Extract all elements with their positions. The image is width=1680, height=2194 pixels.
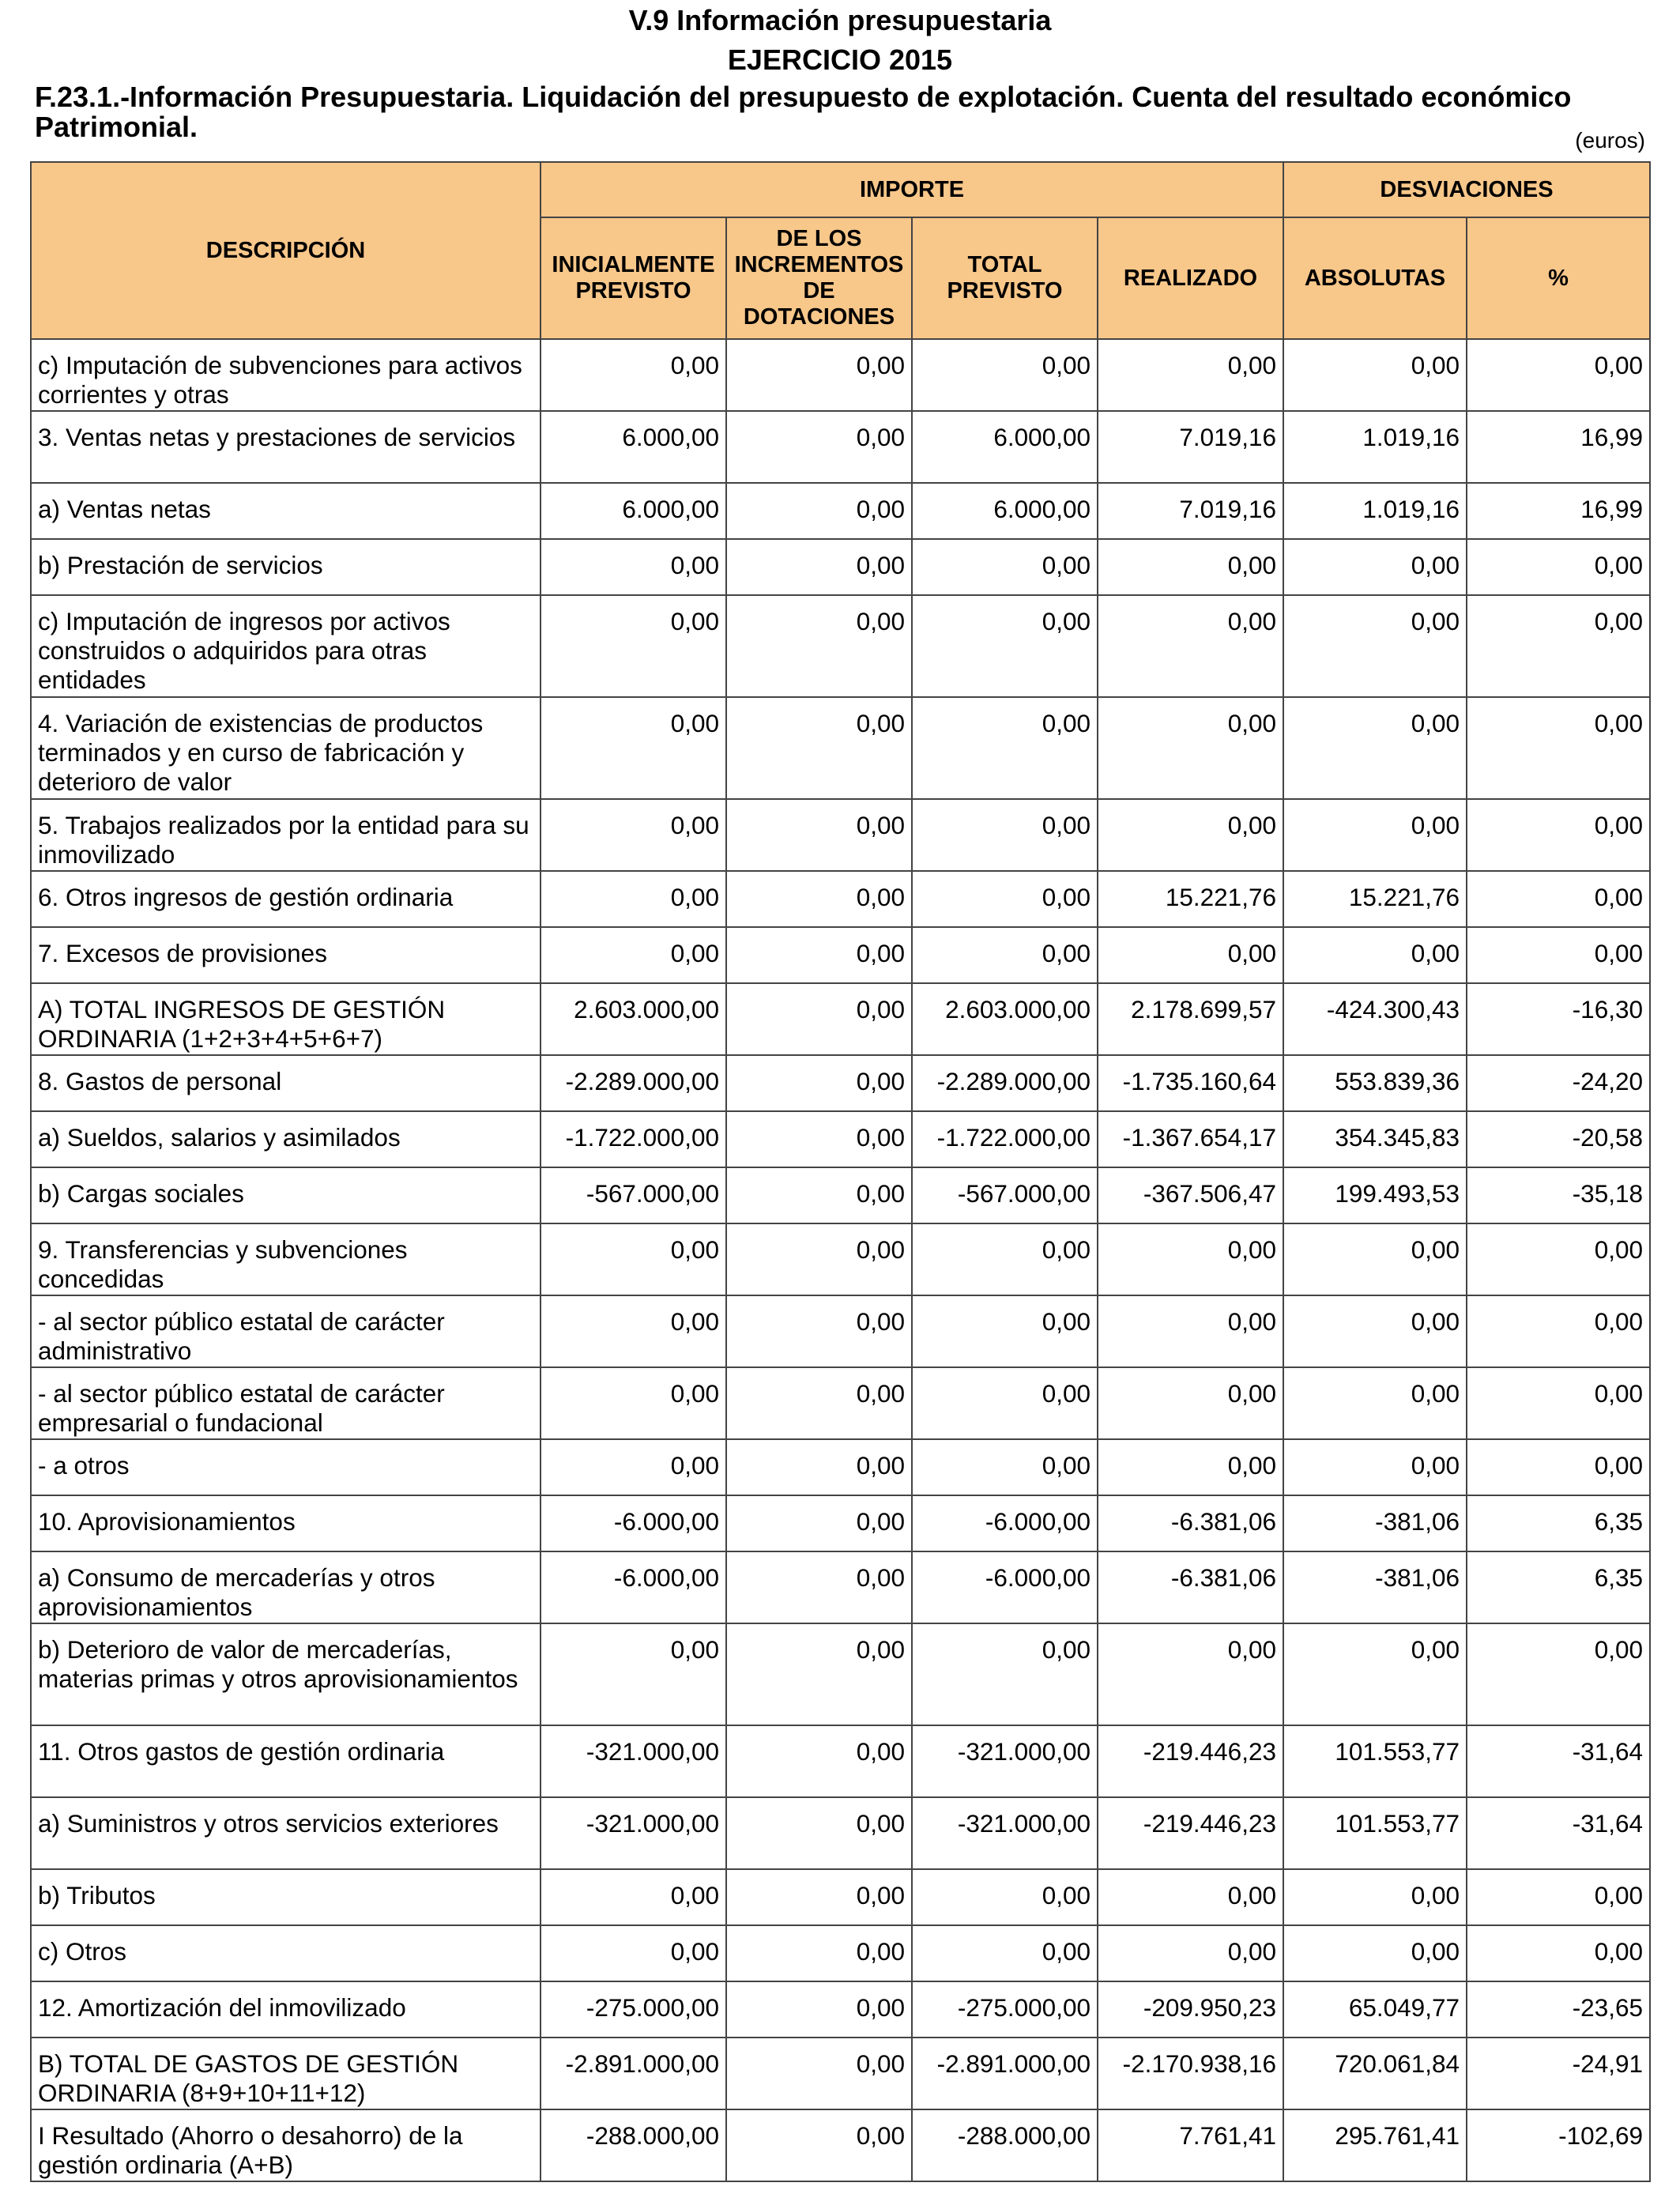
row-realizado: 7.019,16 xyxy=(1098,411,1283,483)
table-row xyxy=(31,1925,1650,1981)
col-header-total-previsto: TOTAL PREVISTO xyxy=(912,217,1098,339)
row-incrementos: 0,00 xyxy=(726,1111,912,1167)
row-description: a) Consumo de mercaderías y otros aprovisionamientos xyxy=(31,1551,541,1623)
row-porcentaje: -24,91 xyxy=(1467,2038,1650,2109)
row-inicialmente-previsto: 0,00 xyxy=(541,799,726,871)
row-inicialmente-previsto: 6.000,00 xyxy=(541,483,726,539)
row-incrementos: 0,00 xyxy=(726,1223,912,1295)
row-total-previsto: 2.603.000,00 xyxy=(912,983,1098,1055)
table-row xyxy=(31,1725,1650,1797)
row-description: a) Suministros y otros servicios exteriores xyxy=(31,1797,541,1869)
row-incrementos: 0,00 xyxy=(726,1725,912,1797)
col-header-absolutas: ABSOLUTAS xyxy=(1283,217,1467,339)
row-incrementos: 0,00 xyxy=(726,1495,912,1551)
row-total-previsto: -2.289.000,00 xyxy=(912,1055,1098,1111)
row-porcentaje: -24,20 xyxy=(1467,1055,1650,1111)
table-row xyxy=(31,697,1650,799)
row-realizado: 0,00 xyxy=(1098,799,1283,871)
table-row xyxy=(31,595,1650,697)
row-realizado: 0,00 xyxy=(1098,339,1283,411)
row-realizado: 0,00 xyxy=(1098,595,1283,697)
row-description: - al sector público estatal de carácter empresarial o fundacional xyxy=(31,1367,541,1439)
row-inicialmente-previsto: -2.289.000,00 xyxy=(541,1055,726,1111)
row-total-previsto: 0,00 xyxy=(912,1623,1098,1725)
table-row xyxy=(31,1167,1650,1223)
row-porcentaje: -16,30 xyxy=(1467,983,1650,1055)
row-porcentaje: 0,00 xyxy=(1467,697,1650,799)
table-row xyxy=(31,539,1650,595)
units-label: (euros) xyxy=(1575,128,1645,153)
row-absolutas: 0,00 xyxy=(1283,595,1467,697)
row-absolutas: 0,00 xyxy=(1283,799,1467,871)
row-total-previsto: -1.722.000,00 xyxy=(912,1111,1098,1167)
row-total-previsto: 6.000,00 xyxy=(912,411,1098,483)
table-row xyxy=(31,411,1650,483)
table-row xyxy=(31,1295,1650,1367)
row-absolutas: 0,00 xyxy=(1283,1623,1467,1725)
row-inicialmente-previsto: -288.000,00 xyxy=(541,2109,726,2181)
row-realizado: 0,00 xyxy=(1098,1623,1283,1725)
row-realizado: 2.178.699,57 xyxy=(1098,983,1283,1055)
row-inicialmente-previsto: -1.722.000,00 xyxy=(541,1111,726,1167)
row-inicialmente-previsto: 0,00 xyxy=(541,1869,726,1925)
row-incrementos: 0,00 xyxy=(726,339,912,411)
col-header-descripcion: DESCRIPCIÓN xyxy=(31,162,541,339)
row-description: b) Cargas sociales xyxy=(31,1167,541,1223)
budget-table xyxy=(30,161,1651,2182)
row-porcentaje: 0,00 xyxy=(1467,1223,1650,1295)
row-description: B) TOTAL DE GASTOS DE GESTIÓN ORDINARIA (8+9+10+11+12) xyxy=(31,2038,541,2109)
row-realizado: -1.367.654,17 xyxy=(1098,1111,1283,1167)
row-total-previsto: 0,00 xyxy=(912,927,1098,983)
row-inicialmente-previsto: -275.000,00 xyxy=(541,1981,726,2038)
row-realizado: 0,00 xyxy=(1098,1439,1283,1495)
row-incrementos: 0,00 xyxy=(726,1551,912,1623)
row-total-previsto: -6.000,00 xyxy=(912,1495,1098,1551)
row-total-previsto: 0,00 xyxy=(912,339,1098,411)
row-incrementos: 0,00 xyxy=(726,539,912,595)
row-total-previsto: 0,00 xyxy=(912,1925,1098,1981)
row-total-previsto: -6.000,00 xyxy=(912,1551,1098,1623)
row-porcentaje: 6,35 xyxy=(1467,1495,1650,1551)
row-description: 5. Trabajos realizados por la entidad para su inmovilizado xyxy=(31,799,541,871)
col-group-desviaciones: DESVIACIONES xyxy=(1283,162,1650,217)
table-row xyxy=(31,983,1650,1055)
table-row xyxy=(31,1111,1650,1167)
row-total-previsto: 0,00 xyxy=(912,799,1098,871)
row-description: b) Tributos xyxy=(31,1869,541,1925)
fiscal-year-heading: EJERCICIO 2015 xyxy=(727,43,953,76)
row-absolutas: 0,00 xyxy=(1283,1925,1467,1981)
row-realizado: 0,00 xyxy=(1098,1367,1283,1439)
row-inicialmente-previsto: 0,00 xyxy=(541,927,726,983)
row-total-previsto: 0,00 xyxy=(912,871,1098,927)
row-total-previsto: -321.000,00 xyxy=(912,1725,1098,1797)
row-realizado: -219.446,23 xyxy=(1098,1725,1283,1797)
row-realizado: 0,00 xyxy=(1098,927,1283,983)
row-realizado: -6.381,06 xyxy=(1098,1495,1283,1551)
table-row xyxy=(31,1055,1650,1111)
row-inicialmente-previsto: -321.000,00 xyxy=(541,1725,726,1797)
row-total-previsto: 0,00 xyxy=(912,595,1098,697)
row-absolutas: 15.221,76 xyxy=(1283,871,1467,927)
row-absolutas: 199.493,53 xyxy=(1283,1167,1467,1223)
row-description: b) Prestación de servicios xyxy=(31,539,541,595)
row-porcentaje: 0,00 xyxy=(1467,595,1650,697)
row-porcentaje: 16,99 xyxy=(1467,411,1650,483)
table-row xyxy=(31,483,1650,539)
row-total-previsto: 0,00 xyxy=(912,1367,1098,1439)
row-inicialmente-previsto: 0,00 xyxy=(541,871,726,927)
row-description: - al sector público estatal de carácter administrativo xyxy=(31,1295,541,1367)
table-row xyxy=(31,2038,1650,2109)
row-inicialmente-previsto: 6.000,00 xyxy=(541,411,726,483)
row-incrementos: 0,00 xyxy=(726,697,912,799)
row-description: 11. Otros gastos de gestión ordinaria xyxy=(31,1725,541,1797)
row-porcentaje: -31,64 xyxy=(1467,1797,1650,1869)
row-inicialmente-previsto: 0,00 xyxy=(541,339,726,411)
row-porcentaje: -35,18 xyxy=(1467,1167,1650,1223)
row-realizado: 0,00 xyxy=(1098,697,1283,799)
row-total-previsto: 0,00 xyxy=(912,539,1098,595)
row-absolutas: 553.839,36 xyxy=(1283,1055,1467,1111)
row-inicialmente-previsto: 0,00 xyxy=(541,1223,726,1295)
row-absolutas: 0,00 xyxy=(1283,539,1467,595)
row-incrementos: 0,00 xyxy=(726,1055,912,1111)
row-absolutas: 0,00 xyxy=(1283,339,1467,411)
row-absolutas: 0,00 xyxy=(1283,1367,1467,1439)
row-inicialmente-previsto: -6.000,00 xyxy=(541,1495,726,1551)
row-incrementos: 0,00 xyxy=(726,1167,912,1223)
row-description: a) Sueldos, salarios y asimilados xyxy=(31,1111,541,1167)
row-total-previsto: -2.891.000,00 xyxy=(912,2038,1098,2109)
row-realizado: -2.170.938,16 xyxy=(1098,2038,1283,2109)
row-inicialmente-previsto: -567.000,00 xyxy=(541,1167,726,1223)
row-realizado: 0,00 xyxy=(1098,1925,1283,1981)
row-inicialmente-previsto: 0,00 xyxy=(541,539,726,595)
row-porcentaje: 0,00 xyxy=(1467,1439,1650,1495)
row-description: c) Imputación de subvenciones para activos corrientes y otras xyxy=(31,339,541,411)
row-incrementos: 0,00 xyxy=(726,983,912,1055)
row-inicialmente-previsto: 0,00 xyxy=(541,1295,726,1367)
row-realizado: 15.221,76 xyxy=(1098,871,1283,927)
row-inicialmente-previsto: -2.891.000,00 xyxy=(541,2038,726,2109)
row-description: 12. Amortización del inmovilizado xyxy=(31,1981,541,2038)
row-description: 3. Ventas netas y prestaciones de servicios xyxy=(31,411,541,483)
row-inicialmente-previsto: 0,00 xyxy=(541,1439,726,1495)
table-row xyxy=(31,1495,1650,1551)
row-realizado: 0,00 xyxy=(1098,1295,1283,1367)
row-porcentaje: 0,00 xyxy=(1467,339,1650,411)
row-porcentaje: 0,00 xyxy=(1467,927,1650,983)
row-description: c) Imputación de ingresos por activos construidos o adquiridos para otras entidades xyxy=(31,595,541,697)
row-porcentaje: 0,00 xyxy=(1467,799,1650,871)
row-realizado: 7.019,16 xyxy=(1098,483,1283,539)
row-absolutas: -381,06 xyxy=(1283,1495,1467,1551)
row-inicialmente-previsto: 0,00 xyxy=(541,697,726,799)
row-incrementos: 0,00 xyxy=(726,595,912,697)
row-absolutas: -424.300,43 xyxy=(1283,983,1467,1055)
row-porcentaje: 16,99 xyxy=(1467,483,1650,539)
row-incrementos: 0,00 xyxy=(726,799,912,871)
row-incrementos: 0,00 xyxy=(726,483,912,539)
table-row xyxy=(31,1869,1650,1925)
row-total-previsto: 0,00 xyxy=(912,1439,1098,1495)
row-description: 7. Excesos de provisiones xyxy=(31,927,541,983)
row-incrementos: 0,00 xyxy=(726,927,912,983)
row-description: - a otros xyxy=(31,1439,541,1495)
row-description: b) Deterioro de valor de mercaderías, materias primas y otros aprovisionamientos xyxy=(31,1623,541,1725)
table-row xyxy=(31,799,1650,871)
row-realizado: -1.735.160,64 xyxy=(1098,1055,1283,1111)
row-total-previsto: -321.000,00 xyxy=(912,1797,1098,1869)
row-total-previsto: -275.000,00 xyxy=(912,1981,1098,2038)
row-incrementos: 0,00 xyxy=(726,411,912,483)
row-total-previsto: -567.000,00 xyxy=(912,1167,1098,1223)
row-absolutas: 0,00 xyxy=(1283,1439,1467,1495)
row-absolutas: -381,06 xyxy=(1283,1551,1467,1623)
row-description: 9. Transferencias y subvenciones concedidas xyxy=(31,1223,541,1295)
row-realizado: 0,00 xyxy=(1098,539,1283,595)
row-incrementos: 0,00 xyxy=(726,1623,912,1725)
row-porcentaje: 0,00 xyxy=(1467,871,1650,927)
row-total-previsto: 0,00 xyxy=(912,1223,1098,1295)
col-group-importe: IMPORTE xyxy=(541,162,1283,217)
row-realizado: -219.446,23 xyxy=(1098,1797,1283,1869)
row-absolutas: 0,00 xyxy=(1283,927,1467,983)
row-absolutas: 0,00 xyxy=(1283,1223,1467,1295)
row-absolutas: 0,00 xyxy=(1283,1869,1467,1925)
row-porcentaje: -23,65 xyxy=(1467,1981,1650,2038)
row-porcentaje: -20,58 xyxy=(1467,1111,1650,1167)
row-inicialmente-previsto: 0,00 xyxy=(541,1623,726,1725)
row-total-previsto: 0,00 xyxy=(912,1295,1098,1367)
row-inicialmente-previsto: -6.000,00 xyxy=(541,1551,726,1623)
row-description: c) Otros xyxy=(31,1925,541,1981)
row-description: 10. Aprovisionamientos xyxy=(31,1495,541,1551)
row-porcentaje: 0,00 xyxy=(1467,1623,1650,1725)
table-row xyxy=(31,2109,1650,2181)
table-row xyxy=(31,1551,1650,1623)
row-incrementos: 0,00 xyxy=(726,1439,912,1495)
row-incrementos: 0,00 xyxy=(726,1367,912,1439)
row-absolutas: 720.061,84 xyxy=(1283,2038,1467,2109)
table-row xyxy=(31,1797,1650,1869)
row-incrementos: 0,00 xyxy=(726,1797,912,1869)
row-porcentaje: 0,00 xyxy=(1467,539,1650,595)
row-inicialmente-previsto: 0,00 xyxy=(541,595,726,697)
row-absolutas: 354.345,83 xyxy=(1283,1111,1467,1167)
table-body xyxy=(31,339,1650,2181)
row-realizado: 0,00 xyxy=(1098,1869,1283,1925)
row-inicialmente-previsto: 0,00 xyxy=(541,1925,726,1981)
table-row xyxy=(31,1439,1650,1495)
row-description: 6. Otros ingresos de gestión ordinaria xyxy=(31,871,541,927)
row-absolutas: 65.049,77 xyxy=(1283,1981,1467,2038)
row-porcentaje: 0,00 xyxy=(1467,1869,1650,1925)
row-description: 8. Gastos de personal xyxy=(31,1055,541,1111)
row-description: A) TOTAL INGRESOS DE GESTIÓN ORDINARIA (1+2+3+4+5+6+7) xyxy=(31,983,541,1055)
row-incrementos: 0,00 xyxy=(726,1925,912,1981)
document-title: V.9 Información presupuestaria xyxy=(628,4,1052,36)
row-realizado: -209.950,23 xyxy=(1098,1981,1283,2038)
table-caption: F.23.1.-Información Presupuestaria. Liquidación del presupuesto de explotación. Cuenta del resultado económico Patrimonial. xyxy=(35,81,1572,143)
row-incrementos: 0,00 xyxy=(726,1869,912,1925)
row-incrementos: 0,00 xyxy=(726,1295,912,1367)
row-description: a) Ventas netas xyxy=(31,483,541,539)
table-row xyxy=(31,871,1650,927)
row-absolutas: 101.553,77 xyxy=(1283,1797,1467,1869)
row-absolutas: 101.553,77 xyxy=(1283,1725,1467,1797)
row-incrementos: 0,00 xyxy=(726,2038,912,2109)
row-absolutas: 0,00 xyxy=(1283,697,1467,799)
row-inicialmente-previsto: 0,00 xyxy=(541,1367,726,1439)
row-description: 4. Variación de existencias de productos terminados y en curso de fabricación y deterioro de valor xyxy=(31,697,541,799)
row-total-previsto: 0,00 xyxy=(912,697,1098,799)
row-porcentaje: -102,69 xyxy=(1467,2109,1650,2181)
row-realizado: 0,00 xyxy=(1098,1223,1283,1295)
col-header-porcentaje: % xyxy=(1467,217,1650,339)
row-absolutas: 0,00 xyxy=(1283,1295,1467,1367)
table-row xyxy=(31,1223,1650,1295)
row-porcentaje: 0,00 xyxy=(1467,1295,1650,1367)
table-row xyxy=(31,1623,1650,1725)
row-incrementos: 0,00 xyxy=(726,1981,912,2038)
row-porcentaje: -31,64 xyxy=(1467,1725,1650,1797)
row-realizado: 7.761,41 xyxy=(1098,2109,1283,2181)
row-description: I Resultado (Ahorro o desahorro) de la gestión ordinaria (A+B) xyxy=(31,2109,541,2181)
row-absolutas: 1.019,16 xyxy=(1283,483,1467,539)
row-realizado: -6.381,06 xyxy=(1098,1551,1283,1623)
table-row xyxy=(31,927,1650,983)
row-incrementos: 0,00 xyxy=(726,2109,912,2181)
row-absolutas: 1.019,16 xyxy=(1283,411,1467,483)
row-porcentaje: 6,35 xyxy=(1467,1551,1650,1623)
row-total-previsto: -288.000,00 xyxy=(912,2109,1098,2181)
row-realizado: -367.506,47 xyxy=(1098,1167,1283,1223)
row-porcentaje: 0,00 xyxy=(1467,1367,1650,1439)
row-incrementos: 0,00 xyxy=(726,871,912,927)
row-total-previsto: 0,00 xyxy=(912,1869,1098,1925)
col-header-inicialmente-previsto: INICIALMENTE PREVISTO xyxy=(541,217,726,339)
row-inicialmente-previsto: 2.603.000,00 xyxy=(541,983,726,1055)
col-header-realizado: REALIZADO xyxy=(1098,217,1283,339)
row-porcentaje: 0,00 xyxy=(1467,1925,1650,1981)
row-total-previsto: 6.000,00 xyxy=(912,483,1098,539)
row-absolutas: 295.761,41 xyxy=(1283,2109,1467,2181)
table-row xyxy=(31,339,1650,411)
table-row xyxy=(31,1981,1650,2038)
table-row xyxy=(31,1367,1650,1439)
row-inicialmente-previsto: -321.000,00 xyxy=(541,1797,726,1869)
col-header-incrementos: DE LOS INCREMENTOS DE DOTACIONES xyxy=(726,217,912,339)
